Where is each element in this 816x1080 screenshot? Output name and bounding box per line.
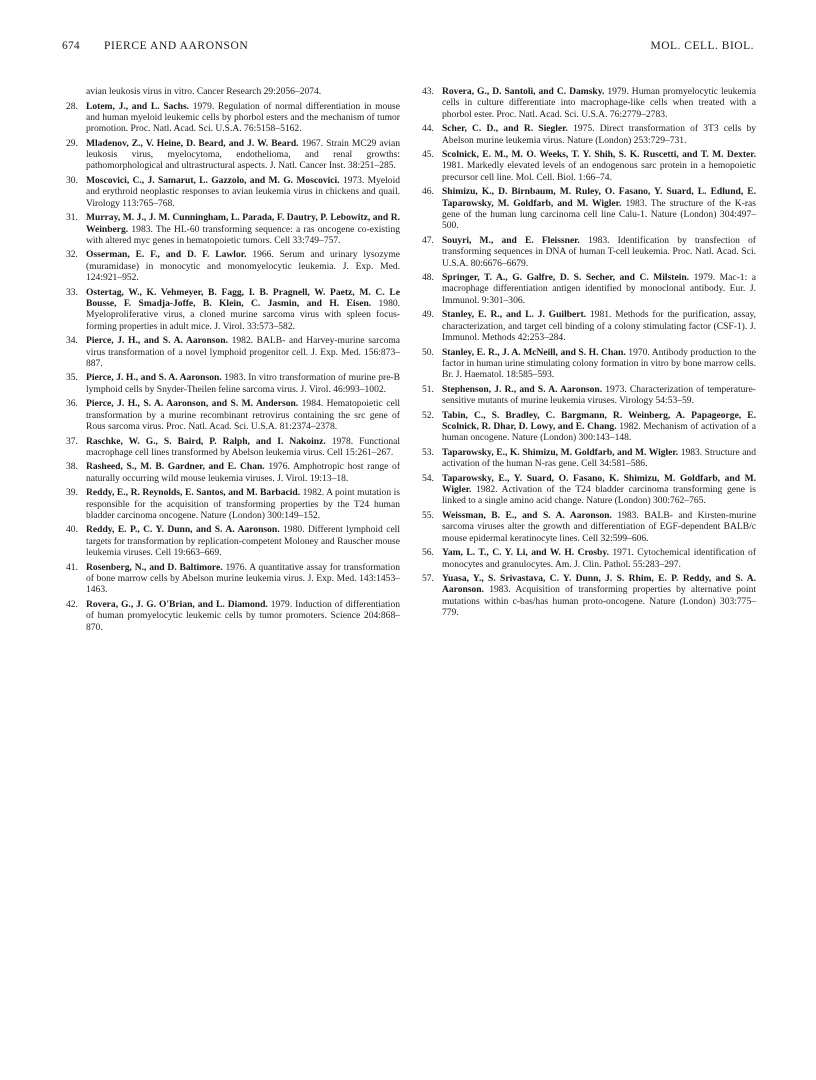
reference-text: 1984. Hematopoietic cell transformation by a murine recombinant retrovirus containing the src gene of Rous sarcoma virus. Proc. Natl. Acad. Sci. U.S.A. 81:2374–2378. bbox=[86, 398, 401, 432]
reference-number: 45. bbox=[422, 149, 434, 161]
reference-authors: Pierce, J. H., S. A. Aaronson, and S. M. Anderson. bbox=[86, 398, 299, 410]
reference-authors: Springer, T. A., G. Galfre, D. S. Secher, and C. Milstein. bbox=[442, 272, 690, 284]
reference-text: 1981. Markedly elevated levels of an endogenous sarc protein in a hemopoietic precursor cell line. Mol. Cell. Biol. 1:66–74. bbox=[442, 160, 756, 183]
reference-authors: Tabin, C., S. Bradley, C. Bargmann, R. Weinberg, A. Papageorge, E. Scolnick, R. Dhar, D. Lowy, and E. Chang. bbox=[442, 409, 756, 432]
reference-text: 1967. Strain MC29 avian leukosis virus, myelocytoma, endothelioma, and renal growths: pathomorphological and ultrastructural aspects. J. Natl. Cancer Inst. 38:251–285. bbox=[86, 137, 400, 172]
reference-text: 1983. Structure and activation of the human N-ras gene. Cell 34:581–586. bbox=[442, 446, 756, 470]
reference-number: 48. bbox=[422, 272, 434, 284]
reference-entry bbox=[424, 309, 756, 343]
reference-entry bbox=[424, 573, 756, 618]
reference-authors: Rasheed, S., M. B. Gardner, and E. Chan. bbox=[86, 461, 265, 473]
reference-text: 1982. Activation of the T24 bladder carcinoma transforming gene is linked to a single amino acid change. Nature (London) 300:762–765. bbox=[442, 484, 756, 507]
reference-number: 42. bbox=[66, 598, 78, 610]
reference-text: 1970. Antibody production to the factor in human urine stimulating colony formation in vitro by bone marrow cells. Br. J. Haematol. 18:585–593. bbox=[442, 346, 756, 381]
reference-entry bbox=[68, 372, 400, 395]
reference-entry bbox=[68, 86, 400, 97]
reference-text: 1976. A quantitative assay for transformation of bone marrow cells by Abelson murine leukemia virus. J. Exp. Med. 143:1453–1463. bbox=[86, 561, 401, 596]
reference-column-left bbox=[68, 86, 400, 636]
reference-entry bbox=[68, 487, 400, 521]
reference-authors: Lotem, J., and L. Sachs. bbox=[86, 100, 190, 112]
reference-authors: Scolnick, E. M., M. O. Weeks, T. Y. Shih, S. K. Ruscetti, and T. M. Dexter. bbox=[442, 149, 756, 161]
reference-entry bbox=[68, 175, 400, 209]
reference-authors: Yuasa, Y., S. Srivastava, C. Y. Dunn, J. S. Rhim, E. P. Reddy, and S. A. Aaronson. bbox=[442, 573, 756, 596]
reference-number: 30. bbox=[66, 174, 78, 186]
reference-entry bbox=[424, 86, 756, 120]
reference-text: 1982. A point mutation is responsible for the acquisition of transforming properties by the T24 human bladder carcinoma oncogene. Nature (London) 300:149–152. bbox=[86, 487, 400, 521]
reference-entry bbox=[68, 335, 400, 369]
reference-authors: Shimizu, K., D. Birnbaum, M. Ruley, O. Fasano, Y. Suard, L. Edlund, E. Taparowsky, M. Goldfarb, and M. Wigler. bbox=[442, 186, 756, 209]
reference-column-right bbox=[424, 86, 756, 622]
reference-text: 1979. Regulation of normal differentiation in mouse and human myeloid leukemic cells by phorbol esters and the mechanism of tumor promotion. Proc. Natl. Acad. Sci. U.S.A. 76:5158–5162. bbox=[86, 100, 400, 135]
reference-text: 1983. BALB- and Kirsten-murine sarcoma viruses alter the growth and differentiation of EGF-dependent BALB/c mouse epidermal keratinocyte lines. Cell 32:599–606. bbox=[442, 509, 756, 544]
reference-authors: Stephenson, J. R., and S. A. Aaronson. bbox=[442, 383, 603, 395]
reference-authors: Moscovici, C., J. Samarut, L. Gazzolo, and M. G. Moscovici. bbox=[86, 174, 340, 186]
reference-number: 55. bbox=[422, 509, 434, 521]
reference-number: 54. bbox=[422, 472, 434, 484]
reference-number: 53. bbox=[422, 446, 434, 458]
reference-number: 37. bbox=[66, 435, 78, 447]
reference-entry bbox=[68, 398, 400, 432]
reference-authors: Pierce, J. H., and S. A. Aaronson. bbox=[86, 372, 222, 384]
reference-authors: Reddy, E., R. Reynolds, E. Santos, and M. Barbacid. bbox=[86, 487, 301, 499]
reference-entry bbox=[424, 547, 756, 570]
reference-text: 1975. Direct transformation of 3T3 cells by Abelson murine leukemia virus. Nature (London) 253:729–731. bbox=[442, 123, 757, 146]
reference-text: 1983. Identification by transfection of transforming sequences in DNA of human T-cell leukemia. Proc. Natl. Acad. Sci. U.S.A. 80:6676–6679. bbox=[442, 234, 756, 269]
reference-authors: Weissman, B. E., and S. A. Aaronson. bbox=[442, 509, 612, 521]
reference-authors: Yam, L. T., C. Y. Li, and W. H. Crosby. bbox=[442, 547, 609, 559]
reference-entry bbox=[68, 524, 400, 558]
reference-entry bbox=[424, 347, 756, 381]
reference-text: avian leukosis virus in vitro. Cancer Research 29:2056–2074. bbox=[86, 86, 322, 97]
reference-number: 28. bbox=[66, 100, 78, 112]
reference-number: 32. bbox=[66, 249, 78, 261]
reference-entry bbox=[424, 447, 756, 470]
reference-authors: Rovera, G., J. G. O'Brian, and L. Diamond. bbox=[86, 598, 268, 610]
reference-text: 1982. Mechanism of activation of a human oncogene. Nature (London) 300:143–148. bbox=[442, 420, 756, 444]
reference-entry bbox=[424, 384, 756, 407]
running-head-journal: MOL. CELL. BIOL. bbox=[650, 40, 754, 52]
reference-text: 1973. Characterization of temperature-sensitive mutants of murine leukemia viruses. Virology 54:53–59. bbox=[442, 383, 756, 407]
reference-number: 56. bbox=[422, 547, 434, 559]
reference-number: 40. bbox=[66, 524, 78, 536]
reference-number: 41. bbox=[66, 561, 78, 573]
reference-number: 47. bbox=[422, 234, 434, 246]
reference-number: 46. bbox=[422, 186, 434, 198]
reference-number: 36. bbox=[66, 398, 78, 410]
reference-authors: Osserman, E. F., and D. F. Lawlor. bbox=[86, 249, 247, 261]
reference-text: 1976. Amphotropic host range of naturally occurring wild mouse leukemia viruses. J. Virol. 19:13–18. bbox=[86, 461, 401, 484]
reference-number: 39. bbox=[66, 487, 78, 499]
reference-text: 1982. BALB- and Harvey-murine sarcoma virus transformation of a novel lymphoid progenitor cell. J. Exp. Med. 156:873–887. bbox=[86, 335, 401, 369]
reference-authors: Ostertag, W., K. Vehmeyer, B. Fagg, I. B. Pragnell, W. Paetz, M. C. Le Bousse, F. Smadja-Joffe, B. Klein, C. Jasmin, and H. Eisen. bbox=[86, 286, 400, 309]
reference-entry bbox=[68, 138, 400, 172]
reference-entry bbox=[424, 510, 756, 544]
reference-number: 33. bbox=[66, 286, 78, 298]
reference-authors: Raschke, W. G., S. Baird, P. Ralph, and I. Nakoinz. bbox=[86, 435, 326, 447]
reference-number: 50. bbox=[422, 346, 434, 358]
reference-number: 43. bbox=[422, 86, 434, 97]
reference-number: 29. bbox=[66, 137, 78, 149]
page-number: 674 bbox=[62, 40, 80, 52]
running-header bbox=[62, 40, 754, 56]
reference-text: 1971. Cytochemical identification of monocytes and granulocytes. Am. J. Clin. Pathol. 55:283–297. bbox=[442, 547, 757, 570]
reference-entry bbox=[424, 235, 756, 269]
reference-entry bbox=[424, 410, 756, 444]
reference-authors: Reddy, E. P., C. Y. Dunn, and S. A. Aaronson. bbox=[86, 524, 280, 536]
reference-authors: Rosenberg, N., and D. Baltimore. bbox=[86, 561, 223, 573]
reference-authors: Stanley, E. R., and L. J. Guilbert. bbox=[442, 309, 587, 321]
reference-entry bbox=[68, 436, 400, 459]
reference-text: 1983. The HL-60 transforming sequence: a ras oncogene co-existing with altered myc genes in hematopoietic tumors. Cell 33:749–757. bbox=[86, 223, 400, 246]
reference-authors: Taparowsky, E., K. Shimizu, M. Goldfarb, and M. Wigler. bbox=[442, 446, 679, 458]
reference-number: 57. bbox=[422, 573, 434, 585]
reference-number: 51. bbox=[422, 383, 434, 395]
reference-authors: Rovera, G., D. Santoli, and C. Damsky. bbox=[442, 86, 605, 97]
reference-text: 1980. Myeloproliferative virus, a cloned murine sarcoma virus with spleen focus-forming properties in adult mice. J. Virol. 33:573–582. bbox=[86, 297, 400, 332]
reference-text: 1979. Induction of differentiation of human promyelocytic leukemic cells by tumor promoters. Science 204:868–870. bbox=[86, 598, 400, 633]
reference-number: 44. bbox=[422, 123, 434, 135]
reference-entry bbox=[68, 287, 400, 332]
reference-text: 1966. Serum and urinary lysozyme (muramidase) in monocytic and monomyelocytic leukemia. J. Exp. Med. 124:921–952. bbox=[86, 249, 400, 284]
reference-authors: Pierce, J. H., and S. A. Aaronson. bbox=[86, 335, 228, 347]
reference-number: 38. bbox=[66, 461, 78, 473]
reference-entry bbox=[68, 212, 400, 246]
reference-entry bbox=[424, 473, 756, 507]
reference-number: 31. bbox=[66, 212, 78, 224]
reference-number: 35. bbox=[66, 372, 78, 384]
reference-entry bbox=[68, 101, 400, 135]
reference-text: 1979. Mac-1: a macrophage differentiation antigen identified by monoclonal antibody. Eur. J. Immunol. 9:301–306. bbox=[442, 272, 756, 306]
reference-text: 1983. In vitro transformation of murine pre-B lymphoid cells by Snyder-Theilen feline sarcoma virus. J. Virol. 46:993–1002. bbox=[86, 372, 400, 395]
reference-text: 1979. Human promyelocytic leukemia cells in culture differentiate into macrophage-like cells when treated with a phorbol ester. Proc. Natl. Acad. Sci. U.S.A. 76:2779–2783. bbox=[442, 86, 756, 120]
reference-number: 34. bbox=[66, 335, 78, 347]
reference-number: 52. bbox=[422, 409, 434, 421]
reference-authors: Taparowsky, E., Y. Suard, O. Fasano, K. Shimizu, M. Goldfarb, and M. Wigler. bbox=[442, 472, 756, 496]
reference-authors: Murray, M. J., J. M. Cunningham, L. Parada, F. Dautry, P. Lebowitz, and R. Weinberg. bbox=[86, 212, 400, 235]
reference-entry bbox=[424, 149, 756, 183]
reference-authors: Scher, C. D., and R. Siegler. bbox=[442, 123, 568, 135]
reference-authors: Mladenov, Z., V. Heine, D. Beard, and J. W. Beard. bbox=[86, 137, 299, 149]
reference-entry bbox=[68, 562, 400, 596]
reference-entry bbox=[424, 123, 756, 146]
reference-text: 1973. Myeloid and erythroid neoplastic responses to avian leukemia virus in chickens and quail. Virology 113:765–768. bbox=[86, 174, 400, 209]
running-head-authors: PIERCE AND AARONSON bbox=[104, 40, 249, 52]
reference-entry bbox=[424, 186, 756, 231]
reference-text: 1981. Methods for the purification, assay, characterization, and target cell binding of a colony stimulating factor (CSF-1). J. Immunol. Methods 42:253–284. bbox=[442, 309, 756, 343]
reference-authors: Souyri, M., and E. Fleissner. bbox=[442, 234, 580, 246]
reference-entry bbox=[68, 249, 400, 283]
reference-authors: Stanley, E. R., J. A. McNeill, and S. H. Chan. bbox=[442, 346, 626, 358]
reference-number: 49. bbox=[422, 309, 434, 321]
reference-text: 1978. Functional macrophage cell lines transformed by Abelson leukemia virus. Cell 15:261–267. bbox=[86, 435, 401, 458]
reference-entry bbox=[424, 272, 756, 306]
reference-text: 1980. Different lymphoid cell targets for transformation by replication-competent Moloney and Rauscher mouse leukemia viruses. Cell 19:663–669. bbox=[86, 524, 400, 559]
reference-text: 1983. The structure of the K-ras gene of the human lung carcinoma cell line Calu-1. Nature (London) 304:497–500. bbox=[442, 197, 757, 232]
reference-entry bbox=[68, 461, 400, 484]
reference-text: 1983. Acquisition of transforming properties by alternative point mutations within c-bas/has human proto-oncogene. Nature (London) 303:775–779. bbox=[442, 584, 757, 619]
reference-entry bbox=[68, 599, 400, 633]
